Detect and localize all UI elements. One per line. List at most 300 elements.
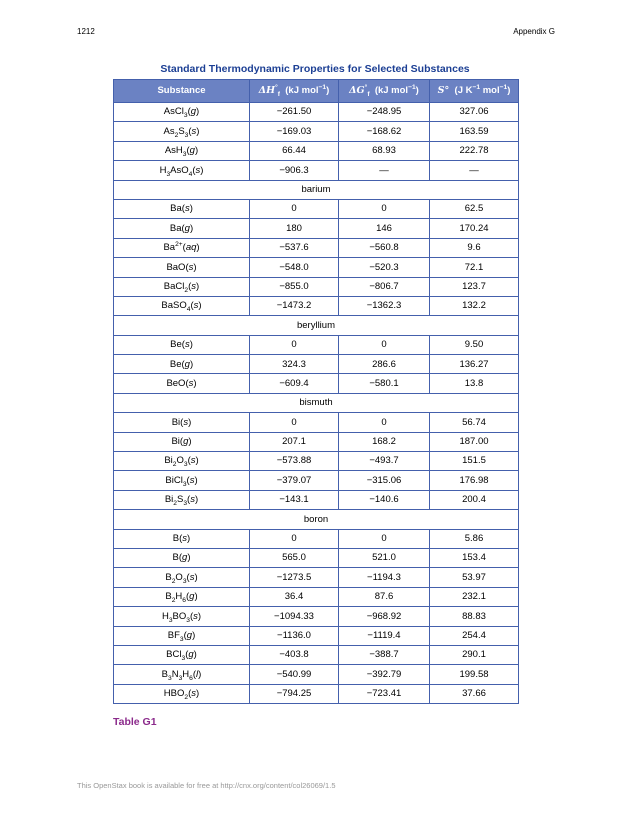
formula-part: H [159,164,167,176]
formula-part: ( [188,280,192,292]
group-row [114,180,519,199]
formula-part: 3 [183,461,188,469]
formula-part: g [184,358,190,370]
gibbs-cell: −580.1 [339,374,430,393]
formula-part: ( [192,668,197,680]
entropy-cell: 151.5 [430,452,519,471]
group-row [114,393,519,412]
entropy-cell: 327.06 [430,103,519,122]
formula-part: B [161,668,168,680]
formula-part: N [171,668,179,680]
gibbs-cell: 286.6 [339,355,430,374]
formula-part: g [188,649,194,661]
substance-cell [114,103,250,122]
formula-part: g [184,222,190,234]
table-caption: Table G1 [113,716,157,728]
formula-part: Bi [164,494,174,506]
formula-part: ) [188,436,192,448]
formula-part: BiCl [165,474,183,486]
substance-cell [114,568,250,587]
formula-part: H [182,668,190,680]
gibbs-cell: — [339,161,430,180]
table-row [114,199,519,218]
formula-part: s [195,164,201,176]
formula-part: ( [187,494,191,506]
table-row [114,103,519,122]
gibbs-cell: 87.6 [339,587,430,606]
formula-part: ) [197,610,202,622]
formula-part: S [178,125,185,137]
formula-part: s [184,203,190,215]
enthalpy-cell: 324.3 [250,355,339,374]
formula-part: 2 [184,286,189,294]
table-row [114,219,519,238]
formula-part: s [188,261,194,273]
entropy-cell: 187.00 [430,432,519,451]
entropy-cell: 290.1 [430,645,519,664]
entropy-cell: 232.1 [430,587,519,606]
entropy-cell: 170.24 [430,219,519,238]
enthalpy-cell: −855.0 [250,277,339,296]
enthalpy-cell: −261.50 [250,103,339,122]
formula-part: 2 [173,500,177,508]
table-row [114,471,519,490]
table-row [114,529,519,548]
entropy-cell: 72.1 [430,258,519,277]
table-row [114,335,519,354]
formula-part: 2+ [175,241,183,249]
formula-part: 3 [181,655,186,663]
formula-part: 3 [182,151,187,159]
gibbs-symbol-sup: ° [364,84,368,92]
formula-part: g [182,552,188,564]
formula-part: ) [189,339,193,351]
formula-part: 3 [182,577,187,585]
formula-part: ) [193,377,197,389]
formula-part: ( [185,649,189,661]
gibbs-cell: 0 [339,335,430,354]
formula-part: s [190,455,196,467]
gibbs-cell: −806.7 [339,277,430,296]
formula-part: s [183,416,189,428]
enthalpy-cell: −403.8 [250,645,339,664]
enthalpy-cell: −1094.33 [250,607,339,626]
formula-part: ) [192,629,196,641]
table-row [114,645,519,664]
entropy-units-mid: mol [480,85,500,97]
formula-part: ( [186,571,190,583]
entropy-cell: 176.98 [430,471,519,490]
formula-part: Bi( [171,436,184,448]
formula-part: s [189,474,195,486]
group-row [114,510,519,529]
enthalpy-cell: −540.99 [250,665,339,684]
formula-part: 2 [184,694,189,702]
formula-part: 3 [186,616,190,624]
enthalpy-cell: 0 [250,335,339,354]
formula-part: ) [193,261,197,273]
enthalpy-cell: 0 [250,529,339,548]
formula-part: ) [198,668,202,680]
substance-cell [114,238,250,257]
enthalpy-symbol-sup: ° [275,84,278,92]
formula-part: 6 [182,597,186,605]
table-row [114,238,519,257]
formula-part: BCl [166,649,182,661]
substance-cell [114,645,250,664]
formula-part: H [175,591,183,603]
entropy-cell: — [430,161,519,180]
formula-part: ( [192,164,196,176]
enthalpy-cell: 565.0 [250,548,339,567]
formula-part: ( [188,125,192,137]
entropy-cell: 163.59 [430,122,519,141]
formula-part: 3 [184,131,189,139]
formula-part: ( [185,591,190,603]
formula-part: g [189,591,195,603]
gibbs-cell: −1194.3 [339,568,430,587]
table-body [114,103,519,704]
entropy-cell: 9.50 [430,335,519,354]
formula-part: aq [185,242,197,254]
table-row [114,296,519,315]
entropy-cell: 5.86 [430,529,519,548]
enthalpy-units-close: ) [326,85,330,97]
table-row [114,607,519,626]
formula-part: ) [200,164,204,176]
formula-part: Bi [164,455,173,467]
enthalpy-cell: 180 [250,219,339,238]
formula-part: s [190,494,195,506]
group-label: bismuth [114,393,519,412]
formula-part: ) [196,125,200,137]
gibbs-cell: −315.06 [339,471,430,490]
formula-part: ) [195,455,199,467]
gibbs-units: (kJ mol [374,85,409,97]
formula-part: AsH [164,145,183,157]
table-row [114,355,519,374]
page-number: 1212 [77,27,95,36]
entropy-units-exp1: −1 [472,84,481,92]
formula-part: BaO( [166,261,189,273]
formula-part: Be( [169,358,185,370]
substance-cell [114,199,250,218]
formula-part: 6 [189,674,193,682]
page-footer: This OpenStax book is available for free at http://cnx.org/content/col26069/1.5 [77,781,336,790]
entropy-cell: 222.78 [430,141,519,160]
gibbs-cell: 0 [339,529,430,548]
formula-part: B [165,571,172,583]
gibbs-cell: −1119.4 [339,626,430,645]
formula-part: ( [187,106,191,118]
substance-cell [114,665,250,684]
substance-cell [114,122,250,141]
substance-cell [114,355,250,374]
table-row [114,258,519,277]
table-row [114,277,519,296]
formula-part: AsCl [163,106,184,118]
entropy-cell: 13.8 [430,374,519,393]
enthalpy-cell: −548.0 [250,258,339,277]
gibbs-cell: 146 [339,219,430,238]
gibbs-units-close: ) [415,85,419,97]
entropy-cell: 62.5 [430,199,519,218]
table-row [114,161,519,180]
formula-part: s [189,571,195,583]
gibbs-cell: 68.93 [339,141,430,160]
enthalpy-cell: 36.4 [250,587,339,606]
table-row [114,122,519,141]
formula-part: B( [172,552,183,564]
header-gibbs [339,80,430,103]
enthalpy-cell: −794.25 [250,684,339,703]
gibbs-cell: −1362.3 [339,296,430,315]
formula-part: ) [189,358,194,370]
formula-part: B( [172,533,183,545]
gibbs-cell: 521.0 [339,548,430,567]
enthalpy-cell: −1136.0 [250,626,339,645]
formula-part: AsO [170,164,189,176]
substance-cell [114,277,250,296]
formula-part: ) [194,145,199,157]
gibbs-cell: 0 [339,413,430,432]
entropy-cell: 132.2 [430,296,519,315]
substance-cell [114,626,250,645]
formula-part: ) [188,416,192,428]
formula-part: ( [182,242,186,254]
formula-part: O [176,455,184,467]
gibbs-cell: −493.7 [339,452,430,471]
substance-cell [114,432,250,451]
substance-cell [114,607,250,626]
formula-part: ) [193,649,197,661]
formula-part: ( [186,145,190,157]
formula-part: ( [190,300,194,312]
entropy-units-exp2: −1 [499,84,508,92]
formula-part: ( [186,474,190,486]
enthalpy-cell: −906.3 [250,161,339,180]
gibbs-cell: −968.92 [339,607,430,626]
enthalpy-cell: −609.4 [250,374,339,393]
entropy-cell: 200.4 [430,490,519,509]
formula-part: BO [172,610,187,622]
gibbs-cell: −560.8 [339,238,430,257]
formula-part: 3 [168,616,173,624]
formula-part: s [188,377,194,389]
formula-part: ) [194,571,198,583]
enthalpy-units-exp: −1 [318,84,327,92]
table-row [114,587,519,606]
entropy-units-close: ) [507,85,511,97]
formula-part: 3 [166,170,171,178]
formula-part: ) [196,280,200,292]
group-row [114,316,519,335]
entropy-cell: 199.58 [430,665,519,684]
formula-part: ( [187,455,191,467]
formula-part: g [186,629,193,641]
formula-part: ) [194,494,199,506]
gibbs-symbol: ΔG [349,85,365,97]
substance-cell [114,490,250,509]
enthalpy-cell: 207.1 [250,432,339,451]
appendix-label: Appendix G [513,27,555,36]
gibbs-cell: −520.3 [339,258,430,277]
formula-part: 4 [188,170,193,178]
formula-part: 2 [172,461,177,469]
formula-part: ( [183,629,187,641]
formula-part: Be( [170,339,185,351]
group-label: beryllium [114,316,519,335]
formula-part: S [177,494,184,506]
formula-part: H [161,610,169,622]
substance-cell [114,335,250,354]
formula-part: g [189,145,195,157]
entropy-cell: 153.4 [430,548,519,567]
substance-cell [114,413,250,432]
thermodynamic-table [113,79,519,704]
gibbs-cell: −392.79 [339,665,430,684]
formula-part: 3 [168,674,172,682]
formula-part: ( [188,688,192,700]
table-row [114,568,519,587]
formula-part: s [184,339,190,351]
formula-part: ) [196,688,200,700]
formula-part: g [190,106,197,118]
substance-cell [114,529,250,548]
substance-cell [114,296,250,315]
entropy-cell: 136.27 [430,355,519,374]
substance-cell [114,374,250,393]
enthalpy-symbol-sub: f [277,91,280,99]
table-title: Standard Thermodynamic Properties for Selected Substances [160,63,470,75]
header-entropy [430,80,519,103]
gibbs-cell: 168.2 [339,432,430,451]
table-row [114,141,519,160]
formula-part: Bi( [171,416,184,428]
formula-part: BaCl [163,280,185,292]
entropy-units: (J K [454,85,473,97]
formula-part: 3 [183,112,188,120]
substance-cell [114,219,250,238]
formula-part: As [163,125,175,137]
formula-part: s [191,125,197,137]
substance-cell [114,258,250,277]
enthalpy-cell: 0 [250,199,339,218]
enthalpy-cell: −169.03 [250,122,339,141]
enthalpy-symbol: ΔH [258,85,276,97]
gibbs-cell: −168.62 [339,122,430,141]
entropy-cell: 9.6 [430,238,519,257]
formula-part: ) [187,533,191,545]
formula-part: l [196,668,199,680]
header-substance: Substance [114,80,250,103]
substance-cell [114,684,250,703]
formula-part: B [165,591,172,603]
entropy-cell: 254.4 [430,626,519,645]
table-row [114,684,519,703]
formula-part: Ba( [170,203,185,215]
formula-part: s [193,610,198,622]
formula-part: HBO [163,688,185,700]
formula-part: ) [189,203,193,215]
enthalpy-cell: −143.1 [250,490,339,509]
table-row [114,548,519,567]
table-row [114,432,519,451]
substance-cell [114,548,250,567]
formula-part: 3 [178,674,183,682]
entropy-cell: 53.97 [430,568,519,587]
entropy-symbol: S° [437,85,450,97]
formula-part: ) [198,300,202,312]
group-label: barium [114,180,519,199]
entropy-cell: 88.83 [430,607,519,626]
table-row [114,374,519,393]
gibbs-cell: −140.6 [339,490,430,509]
formula-part: O [175,571,183,583]
enthalpy-cell: −537.6 [250,238,339,257]
formula-part: ) [187,552,191,564]
formula-part: s [191,688,197,700]
formula-part: s [191,280,197,292]
formula-part: Ba [163,242,176,254]
gibbs-cell: 0 [339,199,430,218]
formula-part: ) [196,242,200,254]
gibbs-cell: −723.41 [339,684,430,703]
entropy-cell: 37.66 [430,684,519,703]
table-row [114,665,519,684]
formula-part: Ba( [169,222,185,234]
substance-cell [114,471,250,490]
enthalpy-cell: −1473.2 [250,296,339,315]
table-row [114,490,519,509]
entropy-cell: 56.74 [430,413,519,432]
substance-cell [114,161,250,180]
enthalpy-cell: 0 [250,413,339,432]
substance-cell [114,587,250,606]
gibbs-units-exp: −1 [408,84,416,92]
gibbs-symbol-sub: f [367,91,370,99]
formula-part: 3 [179,635,184,643]
formula-part: 2 [171,597,176,605]
formula-part: 3 [182,480,187,488]
enthalpy-cell: 66.44 [250,141,339,160]
formula-part: ) [194,591,198,603]
enthalpy-units: (kJ mol [285,85,319,97]
formula-part: ) [189,222,194,234]
table-row [114,413,519,432]
formula-part: 3 [183,500,188,508]
table-row [114,452,519,471]
formula-part: ( [189,610,194,622]
table-header-row [114,80,519,103]
formula-part: s [193,300,199,312]
formula-part: BaSO [161,300,187,312]
formula-part: 4 [186,306,191,314]
substance-cell [114,452,250,471]
formula-part: BeO( [166,377,189,389]
group-label: boron [114,510,519,529]
formula-part: 2 [174,131,179,139]
formula-part: s [182,533,188,545]
formula-part: ) [196,106,200,118]
formula-part: 2 [171,577,176,585]
enthalpy-cell: −573.88 [250,452,339,471]
gibbs-cell: −248.95 [339,103,430,122]
header-enthalpy [250,80,339,103]
enthalpy-cell: −379.07 [250,471,339,490]
gibbs-cell: −388.7 [339,645,430,664]
substance-cell [114,141,250,160]
